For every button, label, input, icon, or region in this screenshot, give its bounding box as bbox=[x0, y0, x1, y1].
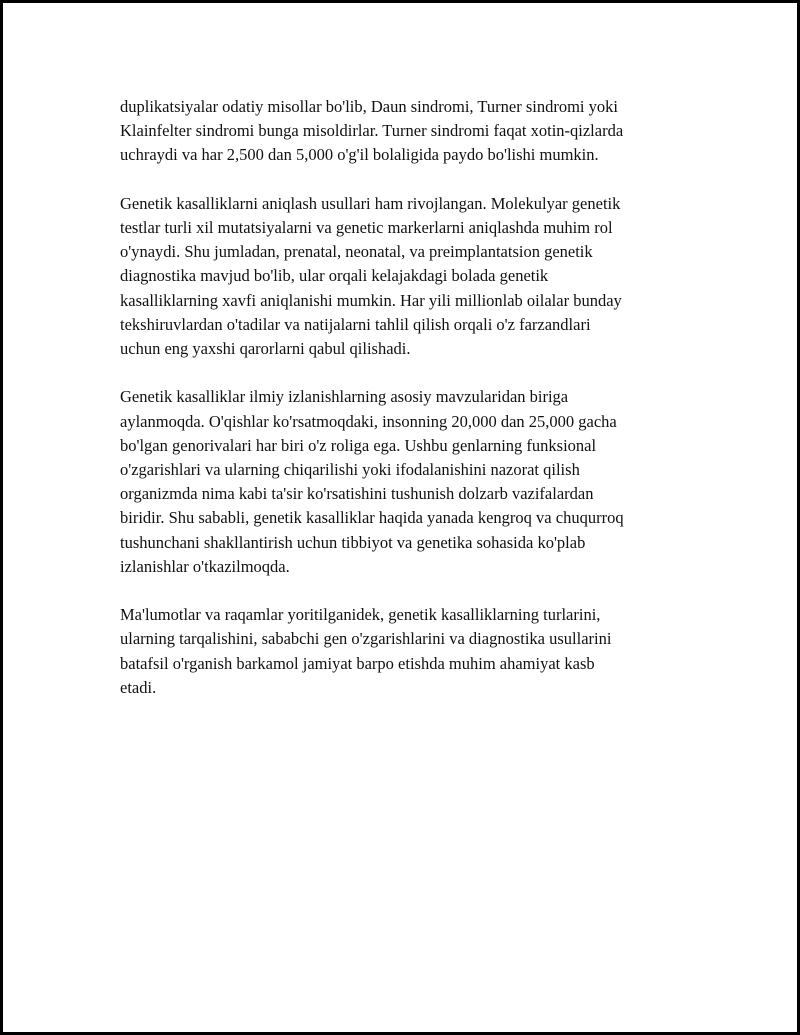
paragraph-3: Genetik kasalliklar ilmiy izlanishlarning asosiy mavzularidan biriga aylanmoqda. O'qishlar ko'rsatmoqdaki, insonning 20,000 dan 25,000 gacha bo'lgan genorivalari har biri o'z roliga ega. Ushbu genlarning funksional o'zgarishlari va ularning chiqarilishi yoki ifodalanishini nazorat qilish organizmda nima kabi ta'sir ko'rsatishini tushunish dolzarb vazifalardan biridir. Shu sababli, genetik kasalliklar haqida yanada kengroq va chuqurroq tushunchani shakllantirish uchun tibbiyot va genetika sohasida ko'plab izlanishlar o'tkazilmoqda. bbox=[120, 387, 624, 576]
paragraph-4: Ma'lumotlar va raqamlar yoritilganidek, genetik kasalliklarning turlarini, ularning tarqalishini, sababchi gen o'zgarishlarini va diagnostika usullarini batafsil o'rganish barkamol jamiyat barpo etishda muhim ahamiyat kasb etadi. bbox=[120, 605, 612, 697]
document-body bbox=[120, 95, 690, 724]
paragraph-1: duplikatsiyalar odatiy misollar bo'lib, Daun sindromi, Turner sindromi yoki Klainfelter sindromi bunga misoldirlar. Turner sindromi faqat xotin-qizlarda uchraydi va har 2,500 dan 5,000 o'g'il bolaligida paydo bo'lishi mumkin. bbox=[120, 97, 624, 165]
paragraph-2: Genetik kasalliklarni aniqlash usullari ham rivojlangan. Molekulyar genetik testlar turli xil mutatsiyalarni va genetic markerlarni aniqlashda muhim rol o'ynaydi. Shu jumladan, prenatal, neonatal, va preimplantatsion genetik diagnostika mavjud bo'lib, ular orqali kelajakdagi bolada genetik kasalliklarning xavfi aniqlanishi mumkin. Har yili millionlab oilalar bunday tekshiruvlardan o'tadilar va natijalarni tahlil qilish orqali o'z farzandlari uchun eng yaxshi qarorlarni qabul qilishadi. bbox=[120, 193, 622, 359]
